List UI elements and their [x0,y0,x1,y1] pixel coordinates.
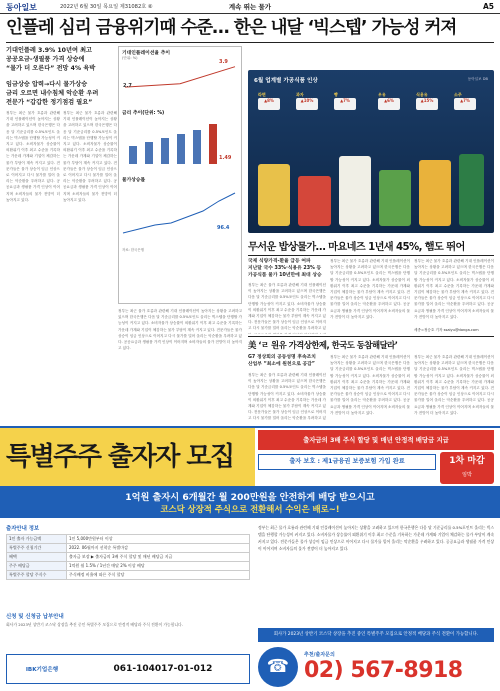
ad-account-box [6,654,250,684]
section3-column-3: 정부는 최근 물가 흐름과 관련해 기대 인플레이션이 높아지는 상황을 고려하고 있으며 한국은행은 다음 달 기준금리를 0.5%포인트 올리는 빅스텝을 단행할 가능성이 커지고 있다. 소비자물가 상승률이 외환위기 이후 최고 수준을 기록하는 가운데 가계와 기업이 체감하는 물가 부담이 계속 커지고 있다. 전문가들은 물가 상승이 임금 인상으로 이어지고 다시 물가를 밀어 올리는 악순환을 우려하고 있다. 공공요금과 생필품 가격 인상이 이어지며 소비자들의 물가 전망이 더 높아지고 있다. [414,355,494,415]
chart-title: 기대인플레이션율 추이 [122,51,171,56]
call-label: 추천/출자문의 [304,652,335,658]
expectation-line-chart [119,61,241,101]
product-image [419,160,451,226]
phone-icon: ☎ [258,647,298,687]
account-number: 061-104017-01-012 [113,664,213,674]
product-item: 소주 ▲7% [454,92,476,110]
inflation-chart-box [118,46,242,304]
subhead: 임금상승 압력→다시 물가상승 [6,81,88,88]
call-info [304,651,463,683]
product-item: 빵 ▲7% [334,92,356,110]
bar [177,134,185,164]
infographic-credit: 동아일보 DB [467,77,488,81]
subhead-group-2 [6,80,116,107]
section2-column-1: 정부는 최근 물가 흐름과 관련해 기대 인플레이션이 높아지는 상황을 고려하고 있으며 한국은행은 다음 달 기준금리를 0.5%포인트 올리는 빅스텝을 단행할 가능성이 커지고 있다. 소비자물가 상승률이 외환위기 이후 최고 수준을 기록하는 가운데 가계와 기업이 체감하는 물가 부담이 계속 커지고 있다. 전문가들은 물가 상승이 임금 인상으로 이어지고 다시 물가를 밀어 올리는 악순환을 우려하고 있 [248,283,326,331]
rate-value-label: 1.49 [219,155,232,161]
table-row: 1인 출자 가능금액 1인 5,000만원부터 이상 [7,535,250,544]
section3-column-2: 정부는 최근 물가 흐름과 관련해 기대 인플레이션이 높아지는 상황을 고려하고 있으며 한국은행은 다음 달 기준금리를 0.5%포인트 올리는 빅스텝을 단행할 가능성이 커지고 있다. 소비자물가 상승률이 외환위기 이후 최고 수준을 기록하는 가운데 가계와 기업이 체감하는 물가 부담이 계속 커지고 있다. 전문가들은 물가 상승이 임금 인상으로 이어지고 다시 물가를 밀어 올리는 악순환을 우려하고 있다. 공공요금과 생필품 가격 인상이 이어지며 소비자들의 물가 전망이 더 높아지고 있다. [330,355,410,415]
issue-date: 2022년 6월 30일 목요일 제31082호 ⑥ [60,4,153,10]
ad-contact-text: 회사가 2023년 상반기 코스닥 상장을 추진 중인 특별주주 모집으로 안정적 배당과 주식 전환이 가능합니다. [6,622,183,627]
ad-blue-line: 1억원 출자시 6개월간 월 200만원을 안전하게 배당 받으시고 [125,492,375,503]
masthead [0,0,500,14]
max-value-label: 3.9 [219,59,228,65]
chart-source: 자료: 한국은행 [122,248,144,252]
divider [248,336,494,337]
page-number: A5 [482,2,494,11]
series-line [125,67,235,87]
subhead: 지난달 국수 33%·식용유 23% 등 [248,266,322,271]
section2-headline: 무서운 밥상물가… 마요네즈 1년새 45%, 햄도 뛰어 [248,242,465,253]
subhead: 가공식품 물가 10년만에 최대 상승 [248,273,322,278]
ad-table-title: 출자안내 정보 [6,526,40,532]
section3-subheads [248,354,326,368]
subhead: 금리 오르면 내수침체 악순환 우려 [6,90,99,97]
main-headline: 인플레 심리 금융위기때 수준… 한은 내달 ‘빅스텝’ 가능성 커져 [6,18,457,38]
chart-title-2: 금리 추이(단위: %) [122,111,165,116]
table-row: 특별주주 신청기간 2022. 06월까지 선착순 특별마감 [7,544,250,553]
section3-column-1: 정부는 최근 물가 흐름과 관련해 기대 인플레이션이 높아지는 상황을 고려하고 있으며 한국은행은 다음 달 기준금리를 0.5%포인트 올리는 빅스텝을 단행할 가능성이 커지고 있다. 소비자물가 상승률이 외환위기 이후 최고 수준을 기록하는 가운데 가계와 기업이 체감하는 물가 부담이 계속 커지고 있다. 전문가들은 물가 상승이 임금 인상으로 이어지고 다시 물가를 밀어 올리는 악순환을 우려하고 있 [248,373,326,421]
bar [145,142,153,164]
bar [129,146,137,164]
product-item: 과자 ▲10% [296,92,318,110]
byline: 세종=정승호 기자 ssaiyu@donga.com [414,328,479,332]
product-image [258,164,290,226]
section2-column-3: 정부는 최근 물가 흐름과 관련해 기대 인플레이션이 높아지는 상황을 고려하고 있으며 한국은행은 다음 달 기준금리를 0.5%포인트 올리는 빅스텝을 단행할 가능성이 커지고 있다. 소비자물가 상승률이 외환위기 이후 최고 수준을 기록하는 가운데 가계와 기업이 체감하는 물가 부담이 계속 커지고 있다. 전문가들은 물가 상승이 임금 인상으로 이어지고 다시 물가를 밀어 올리는 악순환을 우려하고 있다. 공공요금과 생필품 가격 인상이 이어지며 소비자들의 물가 전망이 더 높아지고 있다. [414,259,494,319]
product-image [339,156,371,226]
ad-contact-title: 신청 및 신청금 납부안내 [6,614,64,620]
subhead: 국제 식량가격-환율 급등 여파 [248,259,311,264]
ad-call-box [258,646,494,688]
call-number[interactable]: 02) 567-8918 [304,658,463,683]
product-item: 라면 ▲8% [258,92,280,110]
subhead: 전문가 “갑갑한 정기점검 필요” [6,99,93,106]
bar [209,124,217,164]
deadline-badge [440,452,494,484]
table-row: 혜택 출자금 보장 ▶ 출자금의 3배 주식 할당 및 매년 배당금 지급 [7,553,250,562]
product-row-1 [258,92,356,110]
section3-headline: 美 ‘ㄹ 원유 가격상한제, 한국도 동참해달라’ [248,340,398,350]
divider [248,255,494,256]
product-item: 우유 ▲6% [378,92,400,110]
start-value-label: 2.7 [123,83,132,89]
price-infographic [248,70,494,233]
chart-title-3: 물가상승률 [122,178,146,183]
section2-subheads [248,258,326,279]
section-title: 계속 뛰는 물가 [228,3,272,11]
article-column-1: 정부는 최근 물가 흐름과 관련해 기대 인플레이션이 높아지는 상황을 고려하고 있으며 한국은행은 다음 달 기준금리를 0.5%포인트 올리는 빅스텝을 단행할 가능성이 커지고 있다. 소비자물가 상승률이 외환위기 이후 최고 수준을 기록하는 가운데 가계와 기업이 체감하는 물가 부담이 계속 커지고 있다. 전문가들은 물가 상승이 임금 인상으로 이어지고 다시 물가를 밀어 올리는 악순환을 우려하고 있다. 공공요금과 생필품 가격 인상이 이어지며 소비자들의 물가 전망이 더 높아지고 있다. [6,111,60,202]
ad-headline-2: 출자금의 3배 주식 할당 및 매년 안정적 배당금 지급 [258,430,494,450]
ad-blue-band [0,486,500,518]
ad-blue-line-2: 코스닥 상장적 주식으로 전환해서 수익은 배로~! [160,504,340,514]
ad-info-table [6,534,250,580]
table-row: 주주 배당금 1억원 월 1.5% / 1년간 매달 2% 이상 배당 [7,562,250,571]
bar [193,130,201,164]
ad-headline: 특별주주 출자자 모집 [6,442,234,472]
product-image [459,154,484,226]
badge-sub: 임박 [462,472,472,478]
product-row-2 [378,92,476,110]
newspaper-logo: 동아일보 [6,2,37,12]
chart-unit: (단위: %) [122,56,138,60]
product-image [379,170,411,226]
article-column-3: 정부는 최근 물가 흐름과 관련해 기대 인플레이션이 높아지는 상황을 고려하고 있으며 한국은행은 다음 달 기준금리를 0.5%포인트 올리는 빅스텝을 단행할 가능성이 커지고 있다. 소비자물가 상승률이 외환위기 이후 최고 수준을 기록하는 가운데 가계와 기업이 체감하는 물가 부담이 계속 커지고 있다. 전문가들은 물가 상승이 임금 인상으로 이어지고 다시 물가를 밀어 올리는 악순환을 우려하고 있다. 공공요금과 생필품 가격 인상이 이어지며 소비자들의 물가 전망이 더 높아지고 있다. [118,309,242,351]
section2-column-2: 정부는 최근 물가 흐름과 관련해 기대 인플레이션이 높아지는 상황을 고려하고 있으며 한국은행은 다음 달 기준금리를 0.5%포인트 올리는 빅스텝을 단행할 가능성이 커지고 있다. 소비자물가 상승률이 외환위기 이후 최고 수준을 기록하는 가운데 가계와 기업이 체감하는 물가 부담이 계속 커지고 있다. 전문가들은 물가 상승이 임금 인상으로 이어지고 다시 물가를 밀어 올리는 악순환을 우려하고 있다. 공공요금과 생필품 가격 인상이 이어지며 소비자들의 물가 전망이 더 높아지고 있다. [330,259,410,319]
ad-headline-area [0,428,255,486]
subhead: G7 정상회의 공동성명 후속조치 [248,355,316,360]
price-line-chart [119,183,241,243]
product-images [258,140,484,226]
subhead: 산업부 “최소에 원천으로 공감” [248,362,315,367]
ad-sub: 출자 보호 : 제1금융권 보증보험 가입 완료 [258,454,436,470]
subhead: “물가 더 오른다” 전망 4% 육박 [6,65,96,72]
bar [161,138,169,164]
product-image [298,176,330,226]
badge-text: 1차 마감 [449,456,485,466]
price-value-label: 96.4 [217,225,230,231]
subhead-group-1 [6,46,116,73]
ad-description: 정부는 최근 물가 흐름과 관련해 기대 인플레이션이 높아지는 상황을 고려하고 있으며 한국은행은 다음 달 기준금리를 0.5%포인트 올리는 빅스텝을 단행할 가능성이 커지고 있다. 소비자물가 상승률이 외환위기 이후 최고 수준을 기록하는 가운데 가계와 기업이 체감하는 물가 부담이 계속 커지고 있다. 전문가들은 물가 상승이 임금 인상으로 이어지고 다시 물가를 밀어 올리는 악순환을 우려하고 있다. 공공요금과 생필품 가격 인상이 이어지며 소비자들의 물가 전망이 더 높아지고 있다. [258,525,494,551]
article-column-2: 정부는 최근 물가 흐름과 관련해 기대 인플레이션이 높아지는 상황을 고려하고 있으며 한국은행은 다음 달 기준금리를 0.5%포인트 올리는 빅스텝을 단행할 가능성이 커지고 있다. 소비자물가 상승률이 외환위기 이후 최고 수준을 기록하는 가운데 가계와 기업이 체감하는 물가 부담이 계속 커지고 있다. 전문가들은 물가 상승이 임금 인상으로 이어지고 다시 물가를 밀어 올리는 악순환을 우려하고 있다. 공공요금과 생필품 가격 인상이 이어지며 소비자들의 물가 전망이 더 높아지고 있다. [63,111,117,202]
bank-name: IBK기업은행 [25,667,59,673]
subhead: 공공요금-생필품 가격 상승에 [6,56,85,63]
divider [6,42,494,43]
table-row: 특별주주 할당 주식수 주식배정 비율에 따른 주식 할당 [7,571,250,580]
product-item: 식용유 ▲15% [416,92,438,110]
subhead: 기대인플레 3.9% 10년여 최고 [6,47,93,54]
infographic-title: 6월 업계별 가공식품 인상 [254,78,318,84]
ad-notice: 회사가 2023년 상반기 코스닥 상장을 추진 중인 특별주주 모집으로 안정적 배당과 주식 전환이 가능합니다. [258,628,494,642]
